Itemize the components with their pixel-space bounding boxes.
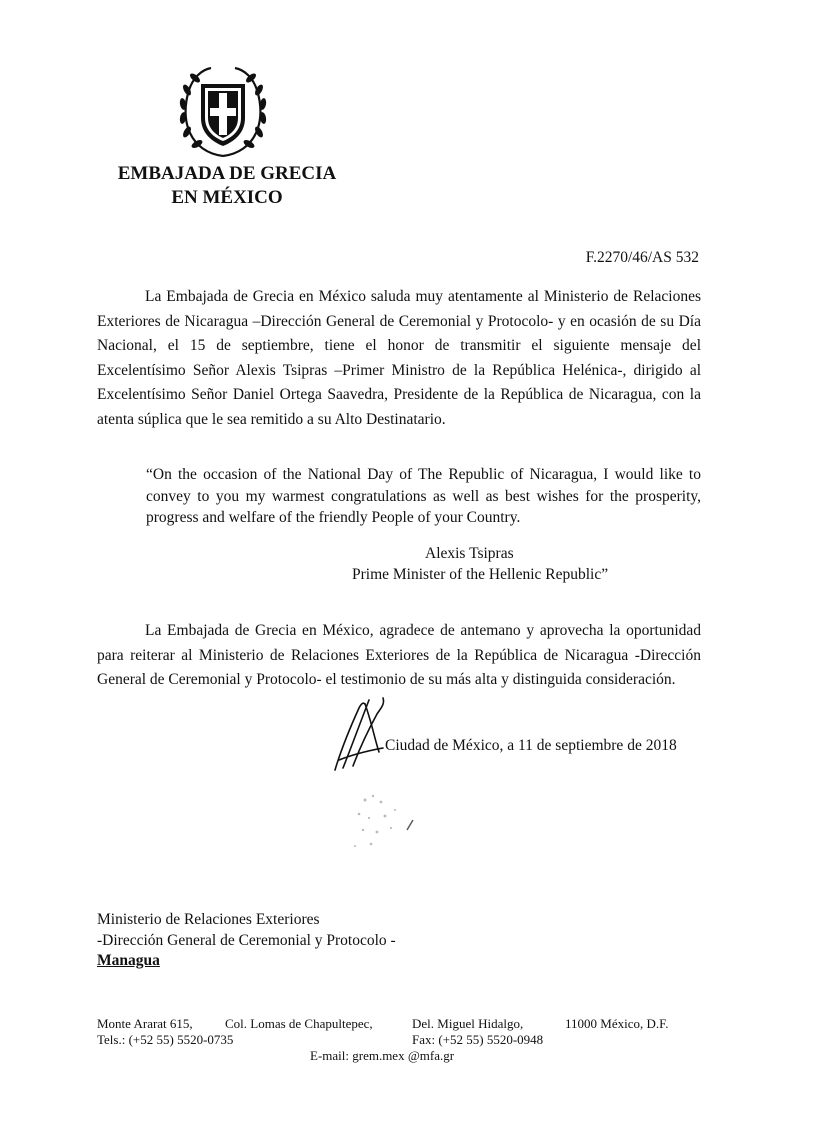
footer-postal: 11000 México, D.F. (565, 1016, 669, 1031)
recipient-address (97, 910, 396, 972)
footer-street: Monte Ararat 615, (97, 1016, 193, 1031)
message-quote: “On the occasion of the National Day of The Republic of Nicaragua, I would like to convey to you my warmest congratulations as well as best wishes for the prosperity, progress and welfare of the friendly People of your Country. (146, 466, 701, 526)
quote-signer-title: Prime Minister of the Hellenic Republic” (352, 566, 609, 583)
footer-tel: Tels.: (+52 55) 5520-0735 (97, 1032, 234, 1047)
footer-email: E-mail: grem.mex @mfa.gr (310, 1048, 455, 1063)
recipient-line1: Ministerio de Relaciones Exteriores (97, 911, 320, 928)
place-and-date: Ciudad de México, a 11 de septiembre de 2018 (385, 737, 677, 754)
opening-paragraph: La Embajada de Grecia en México saluda muy atentamente al Ministerio de Relaciones Exteriores de Nicaragua –Dirección General de Ceremonial y Protocolo- y en ocasión de su Día Nacional, el 15 de septiembre, tiene el honor de transmitir el siguiente mensaje del Excelentísimo Señor Alexis Tsipras –Primer Ministro de la República Helénica-, dirigido al Excelentísimo Señor Daniel Ortega Saavedra, Presidente de la República de Nicaragua, con la atenta súplica que le sea remitido a su Alto Destinatario. (97, 288, 701, 428)
reference-number: F.2270/46/AS 532 (585, 249, 699, 266)
recipient-city: Managua (97, 952, 160, 969)
recipient-line2: -Dirección General de Ceremonial y Protocolo - (97, 931, 396, 949)
embassy-name (112, 162, 342, 210)
embassy-name-line2: EN MÉXICO (171, 187, 283, 208)
footer-colonia: Col. Lomas de Chapultepec, (225, 1016, 373, 1031)
quote-signer-name: Alexis Tsipras (425, 545, 514, 562)
footer-delegacion: Del. Miguel Hidalgo, (412, 1016, 524, 1031)
greek-coat-of-arms-icon (175, 62, 271, 162)
closing-paragraph: La Embajada de Grecia en México, agradece de antemano y aprovecha la oportunidad para reiterar al Ministerio de Relaciones Exteriores de la República de Nicaragua -Dirección General de Ceremonial y Protocolo- el testimonio de su más alta y distinguida consideración. (97, 622, 701, 688)
embassy-name-line1: EMBAJADA DE GRECIA (117, 163, 337, 184)
footer-fax: Fax: (+52 55) 5520-0948 (412, 1032, 544, 1047)
faint-stamp (335, 780, 425, 860)
handwritten-signature (325, 690, 395, 780)
